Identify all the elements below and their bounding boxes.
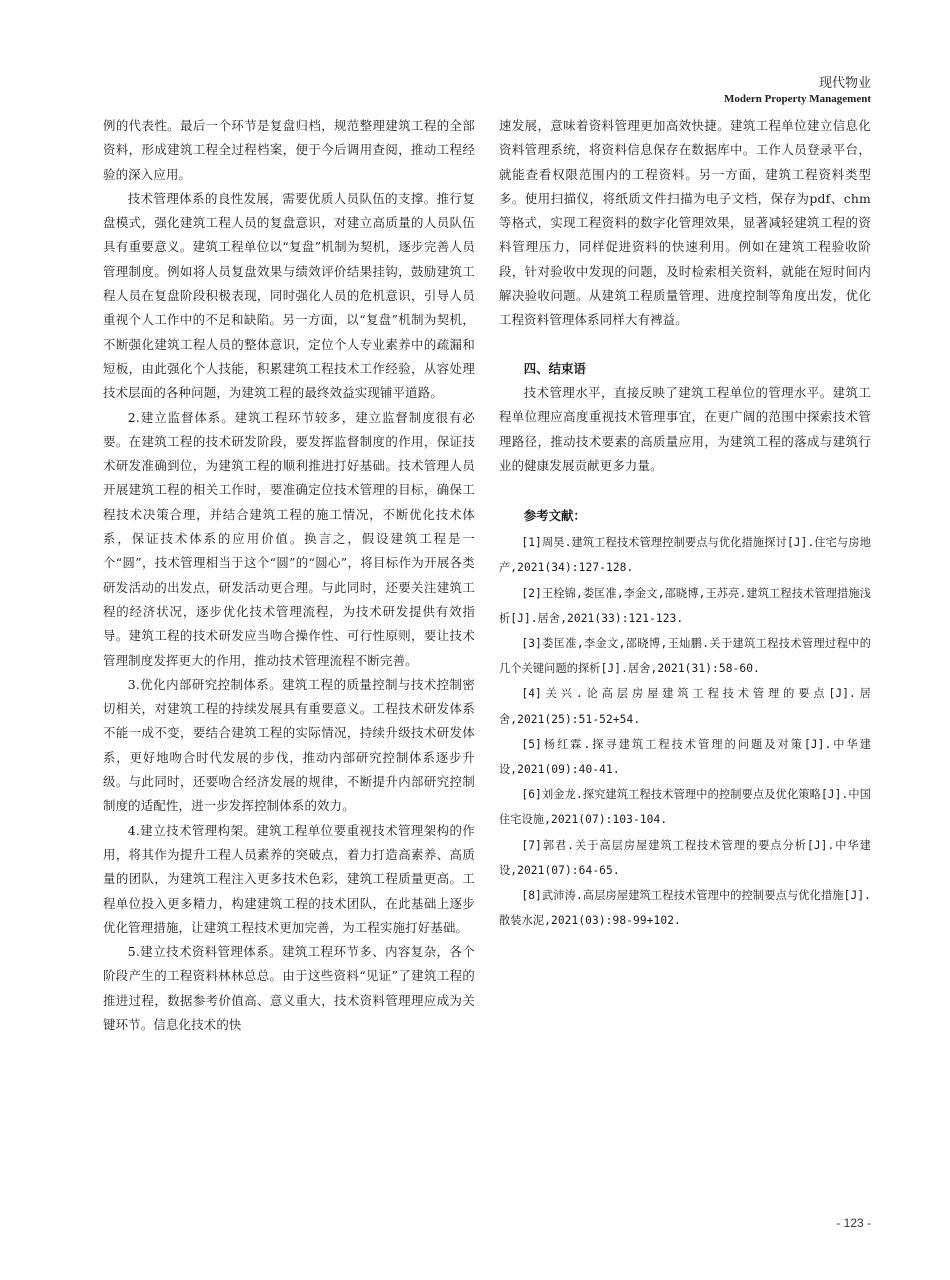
references-heading: 参考文献：	[523, 508, 586, 524]
reference-item: [5]杨红霖.探寻建筑工程技术管理的问题及对策[J].中华建设,2021(09):40-41.	[499, 737, 871, 776]
body-paragraph: 5.建立技术资料管理体系。建筑工程环节多、内容复杂，各个阶段产生的工程资料林林总总。由于这些资料“见证”了建筑工程的推进过程，数据参考价值高、意义重大，技术资料管理理应成为关键环节。信息化技术的快	[103, 944, 475, 1032]
reference-item: [7]郭君.关于高层房屋建筑工程技术管理的要点分析[J].中华建设,2021(07):64-65.	[499, 838, 871, 877]
body-paragraph: 4.建立技术管理构架。建筑工程单位要重视技术管理架构的作用，将其作为提升工程人员素养的突破点，着力打造高素养、高质量的团队，为建筑工程注入更多技术色彩，建筑工程质量更高。工程单位投入更多精力，构建建筑工程的技术团队，在此基础上逐步优化管理措施，让建筑工程技术更加完善，为工程实施打好基础。	[103, 822, 475, 935]
journal-title-cn: 现代物业	[818, 76, 871, 91]
body-paragraph: 速发展，意味着资料管理更加高效快捷。建筑工程单位建立信息化资料管理系统，将资料信息保存在数据库中。工作人员登录平台，就能查看权限范围内的工程资料。另一方面，建筑工程资料类型多。使用扫描仪，将纸质文件扫描为电子文档，保存为pdf、chm等格式，实现工程资料的数字化管理效果，显著减轻建筑工程的资料管理压力，同样促进资料的快速利用。例如在建筑工程验收阶段，针对验收中发现的问题，及时检索相关资料，就能在短时间内解决验收问题。从建筑工程质量管理、进度控制等角度出发，优化工程资料管理体系同样大有裨益。	[499, 118, 871, 328]
body-paragraph: 3.优化内部研究控制体系。建筑工程的质量控制与技术控制密切相关，对建筑工程的持续发展具有重要意义。工程技术研发体系不能一成不变，要结合建筑工程的实际情况，持续升级技术研发体系，更好地吻合时代发展的步伐，推动内部研究控制体系逐步升级。与此同时，还要吻合经济发展的规律，不断提升内部研究控制制度的适配性，进一步发挥控制体系的效力。	[103, 676, 475, 814]
conclusion-paragraph: 技术管理水平，直接反映了建筑工程单位的管理水平。建筑工程单位理应高度重视技术管理事宜，在更广阔的范围中探索技术管理路径，推动技术要素的高质量应用，为建筑工程的落成与建筑行业的健康发展贡献更多力量。	[499, 384, 871, 473]
reference-item: [3]娄匡准,李金文,邵晓博,王灿鹏.关于建筑工程技术管理过程中的几个关键问题的探析[J].居舍,2021(31):58-60.	[499, 636, 871, 676]
reference-item: [6]刘金龙.探究建筑工程技术管理中的控制要点及优化策略[J].中国住宅设施,2021(07):103-104.	[499, 788, 871, 827]
body-paragraph: 例的代表性。最后一个环节是复盘归档，规范整理建筑工程的全部资料，形成建筑工程全过程档案，便于今后调用查阅，推动工程经验的深入应用。	[103, 118, 475, 182]
reference-item: [8]武沛涛.高层房屋建筑工程技术管理中的控制要点与优化措施[J].散装水泥,2021(03):98-99+102.	[499, 889, 871, 928]
right-column	[499, 114, 871, 933]
reference-item: [1]周昊.建筑工程技术管理控制要点与优化措施探讨[J].住宅与房地产,2021(34):127-128.	[499, 536, 871, 575]
left-column	[103, 114, 475, 1037]
section-heading: 四、结束语	[523, 360, 586, 376]
reference-list	[499, 530, 871, 933]
reference-item: [4]关兴.论高层房屋建筑工程技术管理的要点[J].居舍,2021(25):51-52+54.	[499, 687, 871, 726]
journal-header	[724, 76, 871, 106]
body-paragraph: 技术管理体系的良性发展，需要优质人员队伍的支撑。推行复盘模式，强化建筑工程人员的复盘意识，对建立高质量的人员队伍具有重要意义。建筑工程单位以“复盘”机制为契机，逐步完善人员管理制度。例如将人员复盘效果与绩效评价结果挂钩，鼓励建筑工程人员在复盘阶段积极表现，同时强化人员的危机意识，引导人员重视个人工作中的不足和缺陷。另一方面，以“复盘”机制为契机，不断强化建筑工程人员的整体意识，定位个人专业素养中的疏漏和短板，由此强化个人技能，积累建筑工程技术工作经验，从容处理技术层面的各种问题，为建筑工程的最终效益实现铺平道路。	[103, 190, 475, 401]
journal-title-en: Modern Property Management	[723, 93, 871, 105]
reference-item: [2]王栓锦,娄匡准,李金文,邵晓博,王苏亮.建筑工程技术管理措施浅析[J].居舍,2021(33):121-123.	[499, 586, 871, 625]
page-number: - 123 -	[836, 1216, 871, 1230]
body-paragraph: 2.建立监督体系。建筑工程环节较多，建立监督制度很有必要。在建筑工程的技术研发阶段，要发挥监督制度的作用，保证技术研发准确到位，为建筑工程的顺利推进打好基础。技术管理人员开展建筑工程的相关工作时，要准确定位技术管理的目标，确保工程技术决策合理，并结合建筑工程的施工情况，不断优化技术体系，保证技术体系的应用价值。换言之，假设建筑工程是一个“圆”，技术管理相当于这个“圆”的“圆心”，将目标作为开展各类研发活动的出发点，研发活动更合理。与此同时，还要关注建筑工程的经济状况，逐步优化技术管理流程，为技术研发提供有效指导。建筑工程的技术研发应当吻合操作性、可行性原则，要让技术管理制度发挥更大的作用，推动技术管理流程不断完善。	[103, 409, 475, 668]
